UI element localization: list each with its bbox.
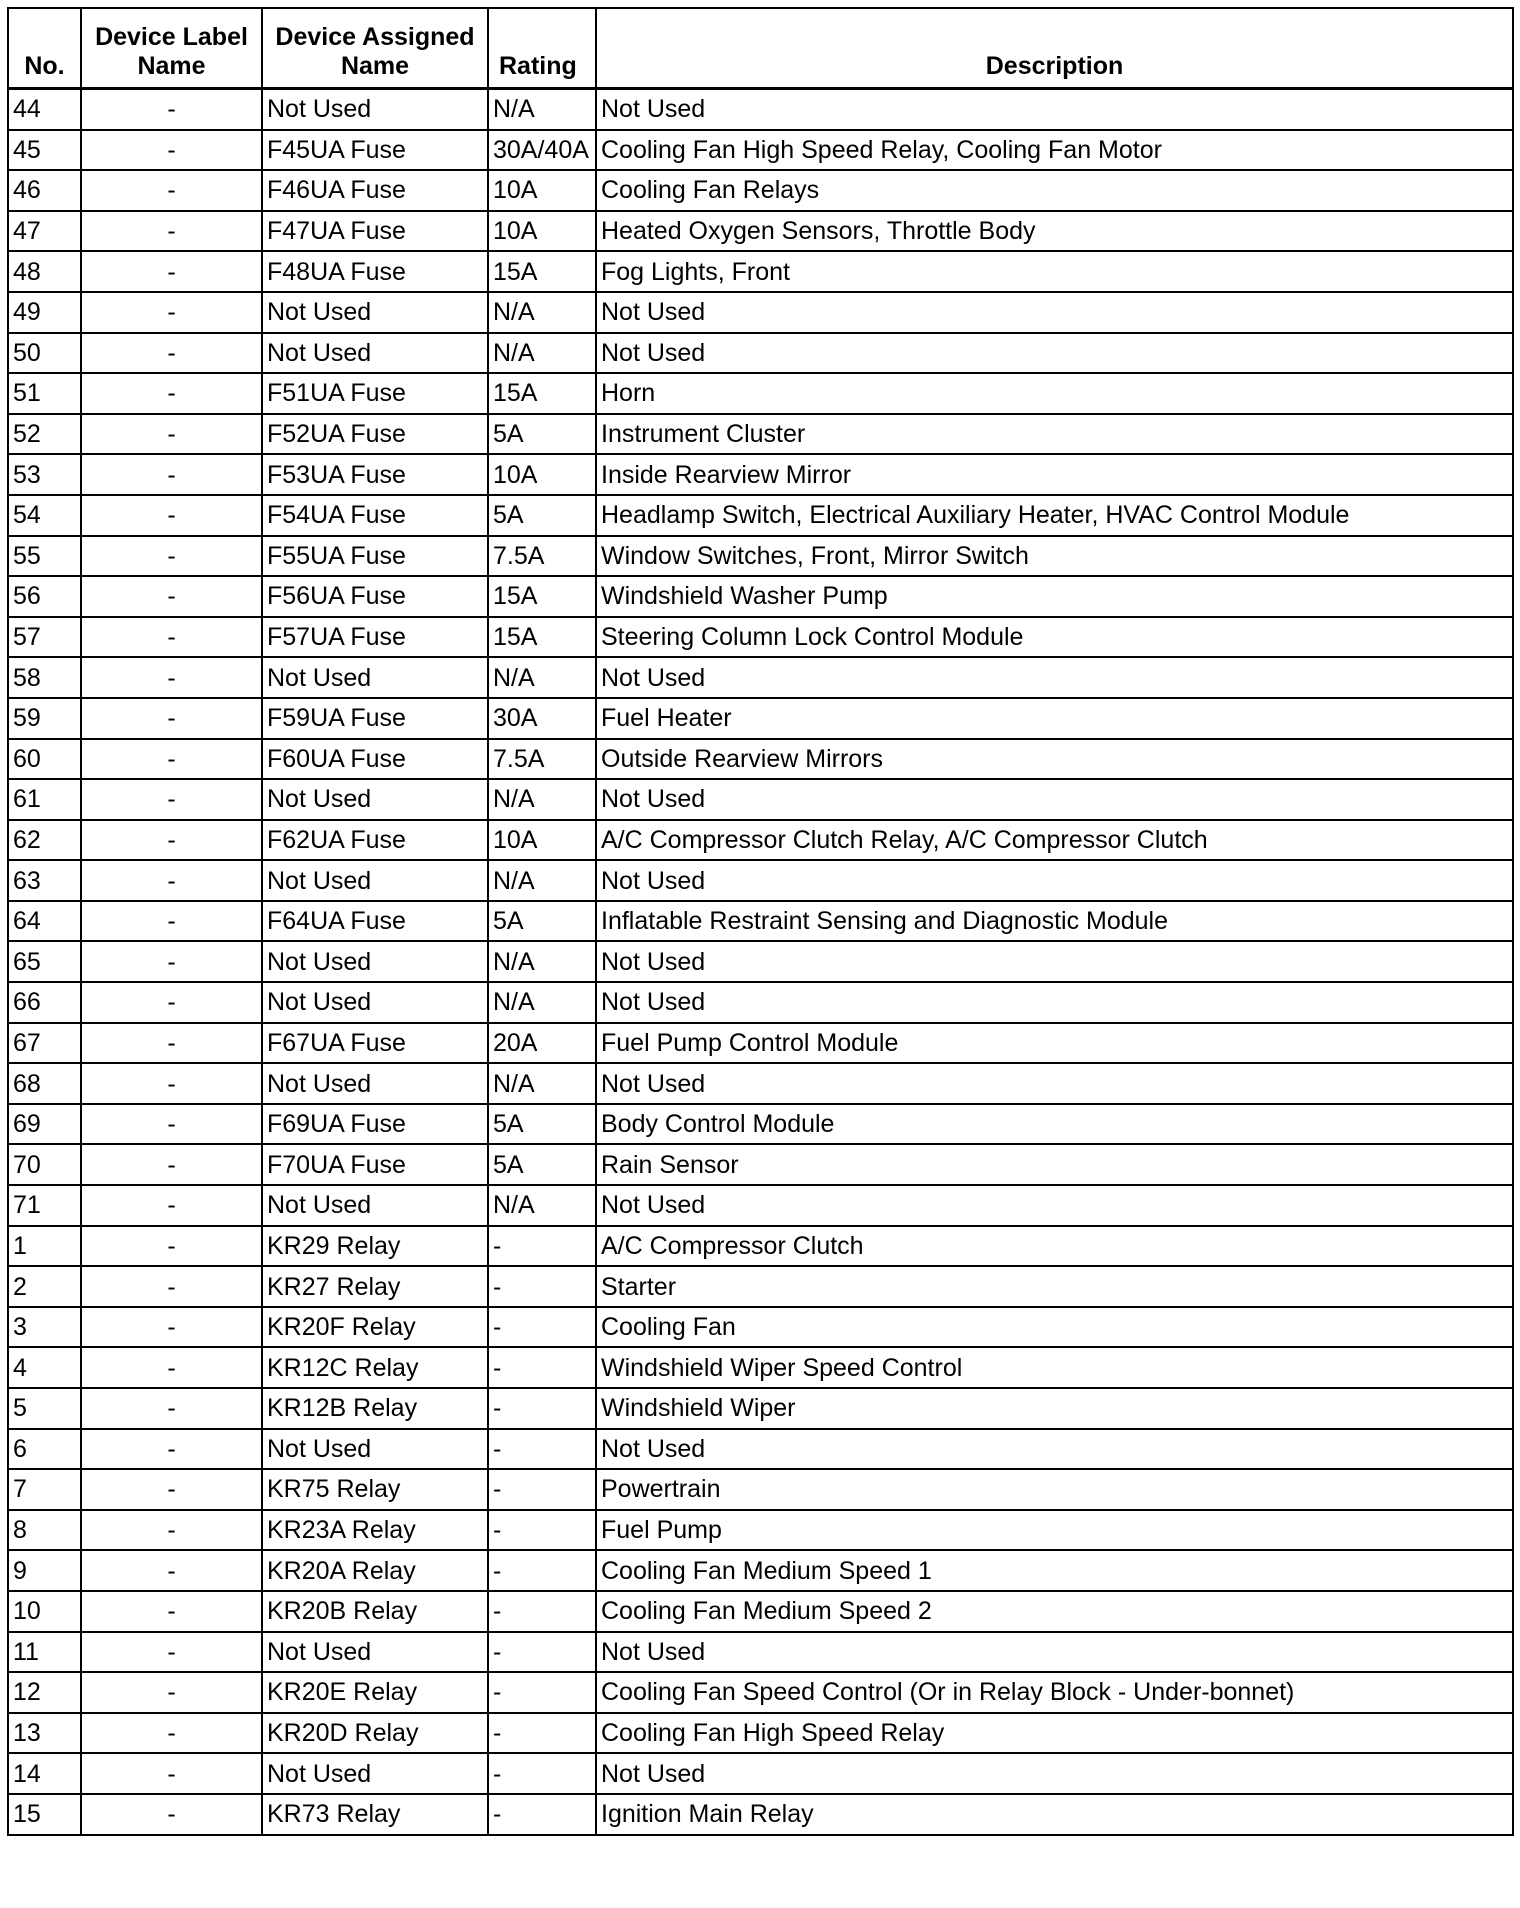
cell-device-label-name: - <box>81 1307 262 1348</box>
table-header <box>8 8 1513 89</box>
table-row <box>8 1347 1513 1388</box>
cell-device-label-name: - <box>81 1591 262 1632</box>
cell-rating: 7.5A <box>488 536 596 577</box>
cell-rating: 15A <box>488 617 596 658</box>
cell-device-assigned-name: KR29 Relay <box>262 1226 488 1267</box>
cell-description: Not Used <box>596 779 1513 820</box>
cell-rating: N/A <box>488 860 596 901</box>
cell-device-assigned-name: F47UA Fuse <box>262 211 488 252</box>
cell-device-label-name: - <box>81 1023 262 1064</box>
cell-device-label-name: - <box>81 941 262 982</box>
cell-device-assigned-name: Not Used <box>262 1632 488 1673</box>
cell-description: Powertrain <box>596 1469 1513 1510</box>
table-row <box>8 211 1513 252</box>
cell-description: Not Used <box>596 1063 1513 1104</box>
cell-no: 2 <box>8 1266 81 1307</box>
cell-description: Horn <box>596 373 1513 414</box>
table-row <box>8 779 1513 820</box>
cell-no: 69 <box>8 1104 81 1145</box>
cell-device-label-name: - <box>81 739 262 780</box>
cell-rating: 5A <box>488 495 596 536</box>
cell-device-assigned-name: KR12C Relay <box>262 1347 488 1388</box>
cell-device-assigned-name: KR20D Relay <box>262 1713 488 1754</box>
table-row <box>8 1266 1513 1307</box>
cell-device-label-name: - <box>81 1226 262 1267</box>
cell-rating: 15A <box>488 251 596 292</box>
cell-description: Not Used <box>596 657 1513 698</box>
cell-description: Not Used <box>596 982 1513 1023</box>
cell-device-label-name: - <box>81 1672 262 1713</box>
cell-description: Fuel Heater <box>596 698 1513 739</box>
header-rating: Rating <box>488 8 596 89</box>
table-row <box>8 1550 1513 1591</box>
cell-description: Steering Column Lock Control Module <box>596 617 1513 658</box>
cell-rating: - <box>488 1632 596 1673</box>
cell-description: Cooling Fan High Speed Relay <box>596 1713 1513 1754</box>
cell-rating: - <box>488 1550 596 1591</box>
cell-description: Body Control Module <box>596 1104 1513 1145</box>
table-row <box>8 982 1513 1023</box>
cell-description: Cooling Fan High Speed Relay, Cooling Fan Motor <box>596 130 1513 171</box>
cell-rating: 5A <box>488 414 596 455</box>
cell-rating: - <box>488 1429 596 1470</box>
cell-no: 57 <box>8 617 81 658</box>
cell-device-assigned-name: Not Used <box>262 1429 488 1470</box>
cell-device-label-name: - <box>81 251 262 292</box>
cell-no: 13 <box>8 1713 81 1754</box>
cell-no: 5 <box>8 1388 81 1429</box>
header-no: No. <box>8 8 81 89</box>
table-row <box>8 495 1513 536</box>
cell-description: Fog Lights, Front <box>596 251 1513 292</box>
cell-no: 61 <box>8 779 81 820</box>
cell-device-label-name: - <box>81 1469 262 1510</box>
cell-description: Not Used <box>596 1429 1513 1470</box>
cell-no: 51 <box>8 373 81 414</box>
cell-description: A/C Compressor Clutch Relay, A/C Compressor Clutch <box>596 820 1513 861</box>
cell-rating: 10A <box>488 820 596 861</box>
cell-device-assigned-name: Not Used <box>262 657 488 698</box>
cell-no: 58 <box>8 657 81 698</box>
cell-no: 60 <box>8 739 81 780</box>
cell-rating: - <box>488 1510 596 1551</box>
cell-no: 15 <box>8 1794 81 1835</box>
cell-rating: 5A <box>488 1104 596 1145</box>
cell-description: Fuel Pump <box>596 1510 1513 1551</box>
cell-description: Cooling Fan Medium Speed 1 <box>596 1550 1513 1591</box>
table-row <box>8 1510 1513 1551</box>
cell-device-label-name: - <box>81 211 262 252</box>
cell-no: 48 <box>8 251 81 292</box>
cell-device-label-name: - <box>81 1429 262 1470</box>
table-row <box>8 333 1513 374</box>
cell-no: 45 <box>8 130 81 171</box>
cell-device-label-name: - <box>81 982 262 1023</box>
cell-rating: - <box>488 1672 596 1713</box>
table-row <box>8 576 1513 617</box>
cell-device-assigned-name: F52UA Fuse <box>262 414 488 455</box>
table-row <box>8 1388 1513 1429</box>
table-row <box>8 1185 1513 1226</box>
cell-description: Not Used <box>596 333 1513 374</box>
table-row <box>8 617 1513 658</box>
table-row <box>8 292 1513 333</box>
cell-device-label-name: - <box>81 820 262 861</box>
cell-device-label-name: - <box>81 373 262 414</box>
cell-no: 71 <box>8 1185 81 1226</box>
cell-device-assigned-name: Not Used <box>262 860 488 901</box>
cell-no: 50 <box>8 333 81 374</box>
table-row <box>8 1632 1513 1673</box>
cell-no: 63 <box>8 860 81 901</box>
cell-rating: 10A <box>488 211 596 252</box>
cell-device-label-name: - <box>81 536 262 577</box>
cell-no: 4 <box>8 1347 81 1388</box>
cell-device-assigned-name: KR20B Relay <box>262 1591 488 1632</box>
cell-device-label-name: - <box>81 1144 262 1185</box>
cell-description: Window Switches, Front, Mirror Switch <box>596 536 1513 577</box>
cell-device-assigned-name: F46UA Fuse <box>262 170 488 211</box>
cell-device-label-name: - <box>81 170 262 211</box>
table-row <box>8 89 1513 130</box>
cell-no: 53 <box>8 454 81 495</box>
cell-no: 8 <box>8 1510 81 1551</box>
cell-no: 70 <box>8 1144 81 1185</box>
cell-rating: N/A <box>488 941 596 982</box>
table-row <box>8 1672 1513 1713</box>
cell-description: Fuel Pump Control Module <box>596 1023 1513 1064</box>
table-row <box>8 1104 1513 1145</box>
cell-device-assigned-name: F62UA Fuse <box>262 820 488 861</box>
cell-rating: - <box>488 1226 596 1267</box>
cell-device-assigned-name: Not Used <box>262 1063 488 1104</box>
cell-no: 66 <box>8 982 81 1023</box>
cell-description: Instrument Cluster <box>596 414 1513 455</box>
table-row <box>8 1063 1513 1104</box>
cell-rating: N/A <box>488 1063 596 1104</box>
cell-no: 44 <box>8 89 81 130</box>
cell-device-assigned-name: Not Used <box>262 941 488 982</box>
table-row <box>8 536 1513 577</box>
cell-description: Not Used <box>596 941 1513 982</box>
table-row <box>8 657 1513 698</box>
cell-device-assigned-name: Not Used <box>262 1753 488 1794</box>
cell-device-assigned-name: F53UA Fuse <box>262 454 488 495</box>
cell-device-assigned-name: Not Used <box>262 982 488 1023</box>
table-row <box>8 1429 1513 1470</box>
cell-device-assigned-name: F54UA Fuse <box>262 495 488 536</box>
cell-rating: 15A <box>488 373 596 414</box>
cell-no: 55 <box>8 536 81 577</box>
header-device-assigned-name: Device Assigned Name <box>262 8 488 89</box>
cell-no: 46 <box>8 170 81 211</box>
table-row <box>8 1023 1513 1064</box>
cell-no: 52 <box>8 414 81 455</box>
cell-device-assigned-name: KR23A Relay <box>262 1510 488 1551</box>
cell-no: 62 <box>8 820 81 861</box>
cell-no: 65 <box>8 941 81 982</box>
cell-device-label-name: - <box>81 779 262 820</box>
cell-device-assigned-name: KR20E Relay <box>262 1672 488 1713</box>
cell-device-assigned-name: F55UA Fuse <box>262 536 488 577</box>
cell-rating: 30A <box>488 698 596 739</box>
cell-device-assigned-name: F57UA Fuse <box>262 617 488 658</box>
cell-no: 11 <box>8 1632 81 1673</box>
cell-rating: 10A <box>488 454 596 495</box>
table-row <box>8 739 1513 780</box>
cell-description: Not Used <box>596 1753 1513 1794</box>
table-row <box>8 170 1513 211</box>
table-row <box>8 901 1513 942</box>
cell-rating: 7.5A <box>488 739 596 780</box>
cell-device-label-name: - <box>81 1510 262 1551</box>
cell-description: Not Used <box>596 1185 1513 1226</box>
cell-device-label-name: - <box>81 333 262 374</box>
cell-rating: 5A <box>488 901 596 942</box>
cell-no: 1 <box>8 1226 81 1267</box>
cell-device-assigned-name: F67UA Fuse <box>262 1023 488 1064</box>
cell-description: Outside Rearview Mirrors <box>596 739 1513 780</box>
table-row <box>8 1469 1513 1510</box>
table-row <box>8 1226 1513 1267</box>
cell-description: Rain Sensor <box>596 1144 1513 1185</box>
cell-no: 47 <box>8 211 81 252</box>
cell-no: 9 <box>8 1550 81 1591</box>
cell-device-label-name: - <box>81 1632 262 1673</box>
cell-device-assigned-name: KR12B Relay <box>262 1388 488 1429</box>
cell-device-label-name: - <box>81 1266 262 1307</box>
cell-rating: - <box>488 1469 596 1510</box>
table-row <box>8 251 1513 292</box>
cell-no: 14 <box>8 1753 81 1794</box>
cell-description: Heated Oxygen Sensors, Throttle Body <box>596 211 1513 252</box>
cell-device-assigned-name: F64UA Fuse <box>262 901 488 942</box>
cell-rating: N/A <box>488 1185 596 1226</box>
cell-device-assigned-name: F48UA Fuse <box>262 251 488 292</box>
fuse-relay-table <box>7 7 1514 1836</box>
table-row <box>8 130 1513 171</box>
cell-description: Headlamp Switch, Electrical Auxiliary Heater, HVAC Control Module <box>596 495 1513 536</box>
cell-rating: 5A <box>488 1144 596 1185</box>
cell-device-label-name: - <box>81 698 262 739</box>
cell-device-label-name: - <box>81 1347 262 1388</box>
cell-device-label-name: - <box>81 454 262 495</box>
cell-device-label-name: - <box>81 1388 262 1429</box>
cell-no: 3 <box>8 1307 81 1348</box>
cell-device-label-name: - <box>81 860 262 901</box>
cell-no: 6 <box>8 1429 81 1470</box>
cell-no: 56 <box>8 576 81 617</box>
cell-description: Windshield Washer Pump <box>596 576 1513 617</box>
cell-device-assigned-name: Not Used <box>262 1185 488 1226</box>
cell-device-label-name: - <box>81 1185 262 1226</box>
cell-rating: 10A <box>488 170 596 211</box>
cell-device-assigned-name: KR73 Relay <box>262 1794 488 1835</box>
table-row <box>8 1713 1513 1754</box>
table-row <box>8 1307 1513 1348</box>
cell-device-assigned-name: KR75 Relay <box>262 1469 488 1510</box>
cell-description: Not Used <box>596 89 1513 130</box>
cell-device-label-name: - <box>81 1753 262 1794</box>
cell-description: Not Used <box>596 860 1513 901</box>
cell-rating: - <box>488 1713 596 1754</box>
cell-no: 67 <box>8 1023 81 1064</box>
header-device-label-name: Device Label Name <box>81 8 262 89</box>
table-row <box>8 820 1513 861</box>
cell-device-label-name: - <box>81 1550 262 1591</box>
table-row <box>8 414 1513 455</box>
table-row <box>8 860 1513 901</box>
cell-no: 68 <box>8 1063 81 1104</box>
cell-no: 64 <box>8 901 81 942</box>
cell-device-label-name: - <box>81 292 262 333</box>
cell-device-label-name: - <box>81 617 262 658</box>
cell-device-assigned-name: KR27 Relay <box>262 1266 488 1307</box>
cell-device-label-name: - <box>81 495 262 536</box>
cell-description: Cooling Fan Relays <box>596 170 1513 211</box>
cell-device-assigned-name: Not Used <box>262 89 488 130</box>
cell-device-assigned-name: KR20A Relay <box>262 1550 488 1591</box>
cell-rating: N/A <box>488 292 596 333</box>
cell-rating: - <box>488 1753 596 1794</box>
cell-device-label-name: - <box>81 89 262 130</box>
cell-device-assigned-name: Not Used <box>262 779 488 820</box>
cell-device-assigned-name: F69UA Fuse <box>262 1104 488 1145</box>
table-row <box>8 1144 1513 1185</box>
cell-device-label-name: - <box>81 901 262 942</box>
cell-rating: N/A <box>488 89 596 130</box>
cell-device-label-name: - <box>81 1104 262 1145</box>
cell-device-assigned-name: F70UA Fuse <box>262 1144 488 1185</box>
table-row <box>8 1794 1513 1835</box>
table-row <box>8 941 1513 982</box>
table-row <box>8 1591 1513 1632</box>
cell-rating: - <box>488 1266 596 1307</box>
cell-device-assigned-name: F60UA Fuse <box>262 739 488 780</box>
cell-no: 59 <box>8 698 81 739</box>
cell-rating: - <box>488 1591 596 1632</box>
cell-no: 7 <box>8 1469 81 1510</box>
cell-rating: - <box>488 1794 596 1835</box>
cell-device-label-name: - <box>81 657 262 698</box>
cell-no: 12 <box>8 1672 81 1713</box>
cell-device-assigned-name: F56UA Fuse <box>262 576 488 617</box>
cell-device-assigned-name: Not Used <box>262 292 488 333</box>
cell-description: Ignition Main Relay <box>596 1794 1513 1835</box>
cell-rating: - <box>488 1347 596 1388</box>
cell-description: Not Used <box>596 292 1513 333</box>
header-row <box>8 8 1513 89</box>
cell-device-assigned-name: F59UA Fuse <box>262 698 488 739</box>
cell-description: Cooling Fan <box>596 1307 1513 1348</box>
table-row <box>8 373 1513 414</box>
cell-no: 10 <box>8 1591 81 1632</box>
cell-description: Starter <box>596 1266 1513 1307</box>
cell-description: Inside Rearview Mirror <box>596 454 1513 495</box>
cell-device-assigned-name: KR20F Relay <box>262 1307 488 1348</box>
cell-device-label-name: - <box>81 1713 262 1754</box>
cell-rating: N/A <box>488 982 596 1023</box>
cell-description: A/C Compressor Clutch <box>596 1226 1513 1267</box>
cell-rating: - <box>488 1307 596 1348</box>
cell-device-label-name: - <box>81 1794 262 1835</box>
cell-no: 54 <box>8 495 81 536</box>
cell-device-assigned-name: F51UA Fuse <box>262 373 488 414</box>
cell-rating: N/A <box>488 333 596 374</box>
cell-description: Windshield Wiper <box>596 1388 1513 1429</box>
cell-description: Cooling Fan Speed Control (Or in Relay Block - Under-bonnet) <box>596 1672 1513 1713</box>
cell-device-assigned-name: F45UA Fuse <box>262 130 488 171</box>
cell-no: 49 <box>8 292 81 333</box>
header-description: Description <box>596 8 1513 89</box>
table-row <box>8 698 1513 739</box>
cell-description: Windshield Wiper Speed Control <box>596 1347 1513 1388</box>
cell-rating: - <box>488 1388 596 1429</box>
cell-device-label-name: - <box>81 1063 262 1104</box>
cell-device-assigned-name: Not Used <box>262 333 488 374</box>
table-row <box>8 1753 1513 1794</box>
cell-device-label-name: - <box>81 130 262 171</box>
cell-description: Cooling Fan Medium Speed 2 <box>596 1591 1513 1632</box>
cell-rating: 15A <box>488 576 596 617</box>
table-body <box>8 89 1513 1835</box>
cell-rating: 20A <box>488 1023 596 1064</box>
cell-description: Inflatable Restraint Sensing and Diagnostic Module <box>596 901 1513 942</box>
cell-device-label-name: - <box>81 414 262 455</box>
table-row <box>8 454 1513 495</box>
cell-description: Not Used <box>596 1632 1513 1673</box>
cell-device-label-name: - <box>81 576 262 617</box>
cell-rating: N/A <box>488 657 596 698</box>
cell-rating: N/A <box>488 779 596 820</box>
cell-rating: 30A/40A <box>488 130 596 171</box>
